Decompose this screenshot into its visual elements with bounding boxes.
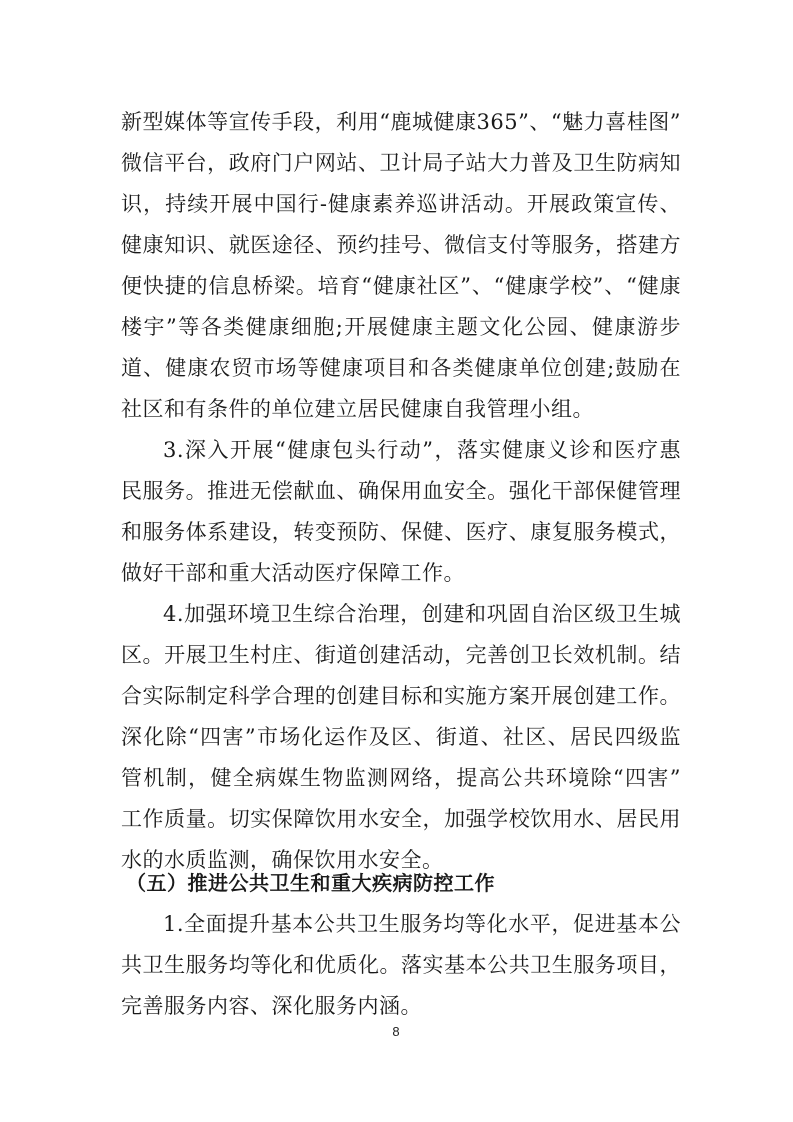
paragraph-4-start: 4.加强环境卫生综合治理，创建和巩固自治区级卫生城 — [163, 602, 681, 626]
body-text-line: 社区和有条件的单位建立居民健康自我管理小组。 — [121, 397, 594, 421]
body-text-line: 管机制，健全病媒生物监测网络，提高公共环境除“四害” — [121, 766, 681, 790]
paragraph-3-start: 3.深入开展“健康包头行动”，落实健康义诊和医疗惠 — [163, 438, 681, 462]
body-text-line: 共卫生服务均等化和优质化。落实基本公共卫生服务项目， — [121, 953, 681, 977]
body-text-line: 合实际制定科学合理的创建目标和实施方案开展创建工作。 — [121, 684, 681, 708]
body-text-line: 微信平台，政府门户网站、卫计局子站大力普及卫生防病知 — [121, 151, 681, 175]
body-text-line: 民服务。推进无偿献血、确保用血安全。强化干部保健管理 — [121, 479, 681, 503]
body-text-line: 深化除“四害”市场化运作及区、街道、社区、居民四级监 — [121, 725, 681, 749]
body-text-line: 楼宇”等各类健康细胞;开展健康主题文化公园、健康游步 — [121, 315, 681, 339]
body-text-line: 水的水质监测，确保饮用水安全。 — [121, 848, 444, 872]
body-text-line: 工作质量。切实保障饮用水安全，加强学校饮用水、居民用 — [121, 807, 681, 831]
body-text-line: 新型媒体等宣传手段，利用“鹿城健康365”、“魅力喜桂图” — [121, 110, 681, 134]
page-number: 8 — [392, 1024, 400, 1039]
body-text-line: 识，持续开展中国行-健康素养巡讲活动。开展政策宣传、 — [121, 192, 681, 216]
body-text-line: 道、健康农贸市场等健康项目和各类健康单位创建;鼓励在 — [121, 356, 681, 380]
body-text-line: 做好干部和重大活动医疗保障工作。 — [121, 561, 465, 585]
section-heading: （五）推进公共卫生和重大疾病防控工作 — [126, 871, 495, 895]
body-text-line: 完善服务内容、深化服务内涵。 — [121, 994, 422, 1018]
body-text-line: 健康知识、就医途径、预约挂号、微信支付等服务，搭建方 — [121, 233, 681, 257]
body-text-line: 便快捷的信息桥梁。培育“健康社区”、“健康学校”、“健康 — [121, 274, 681, 298]
paragraph-1-start: 1.全面提升基本公共卫生服务均等化水平，促进基本公 — [163, 912, 681, 936]
body-text-line: 和服务体系建设，转变预防、保健、医疗、康复服务模式， — [121, 520, 681, 544]
body-text-line: 区。开展卫生村庄、街道创建活动，完善创卫长效机制。结 — [121, 643, 681, 667]
